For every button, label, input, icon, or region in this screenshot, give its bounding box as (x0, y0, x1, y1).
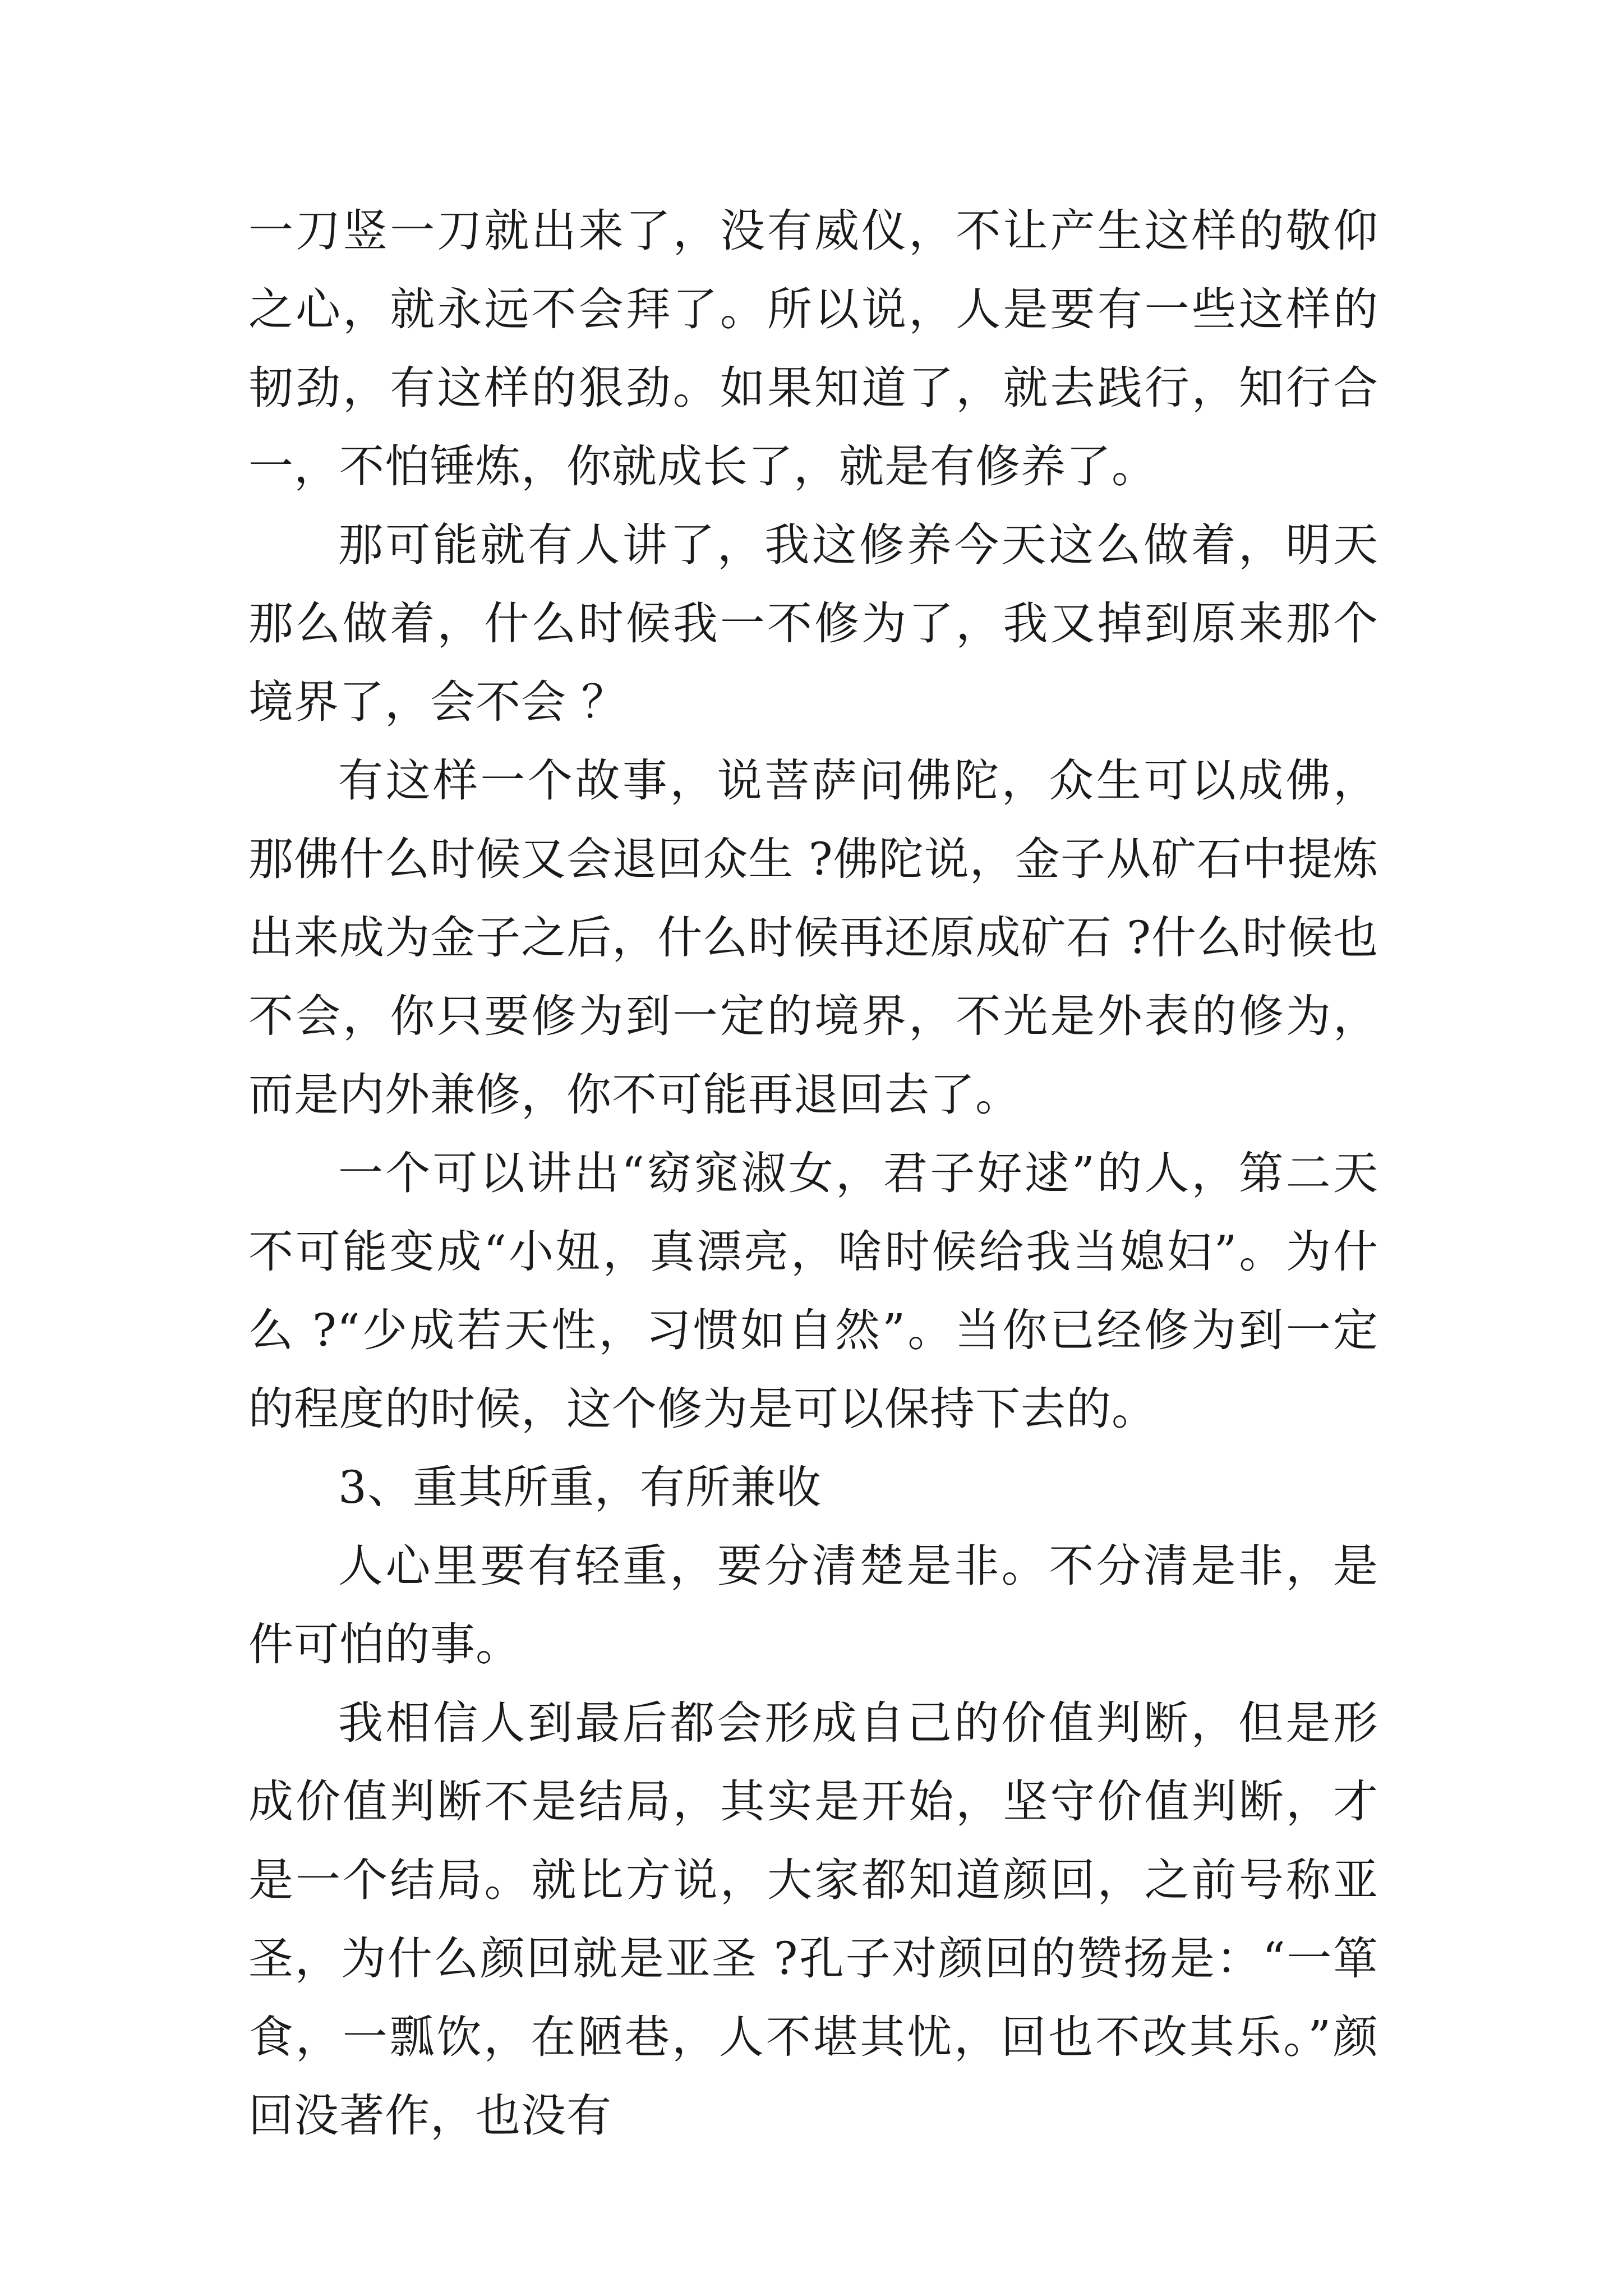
paragraph-5: 人心里要有轻重，要分清楚是非。不分清是非，是件可怕的事。 (248, 1540, 1378, 1671)
section-heading: 3、重其所重，有所兼收 (338, 1461, 822, 1513)
paragraph-3: 有这样一个故事，说菩萨问佛陀，众生可以成佛，那佛什么时候又会退回众生 ?佛陀说，金子从矿石中提炼出来成为金子之后，什么时候再还原成矿石 ?什么时候也不会，你只要修为到一定的境界，不光是外表的修为，而是内外兼修，你不可能再退回去了。 (248, 754, 1378, 1121)
paragraph-6: 我相信人到最后都会形成自己的价值判断，但是形成价值判断不是结局，其实是开始，坚守价值判断，才是一个结局。就比方说，大家都知道颜回，之前号称亚圣，为什么颜回就是亚圣 ?孔子对颜回的赞扬是：“一箪食，一瓢饮，在陋巷，人不堪其忧，回也不改其乐。”颜回没著作，也没有 (248, 1697, 1378, 2142)
document-body (248, 192, 1378, 2155)
paragraph-1: 一刀竖一刀就出来了，没有威仪，不让产生这样的敬仰之心，就永远不会拜了。所以说，人是要有一些这样的韧劲，有这样的狠劲。如果知道了，就去践行，知行合一，不怕锤炼，你就成长了，就是有修养了。 (248, 205, 1378, 493)
paragraph-4: 一个可以讲出“窈窕淑女，君子好逑”的人，第二天不可能变成“小妞，真漂亮，啥时候给我当媳妇”。为什么 ?“少成若天性，习惯如自然”。当你已经修为到一定的程度的时候，这个修为是可以保持下去的。 (248, 1147, 1378, 1435)
paragraph-2: 那可能就有人讲了，我这修养今天这么做着，明天那么做着，什么时候我一不修为了，我又掉到原来那个境界了，会不会 ？ (248, 519, 1378, 728)
